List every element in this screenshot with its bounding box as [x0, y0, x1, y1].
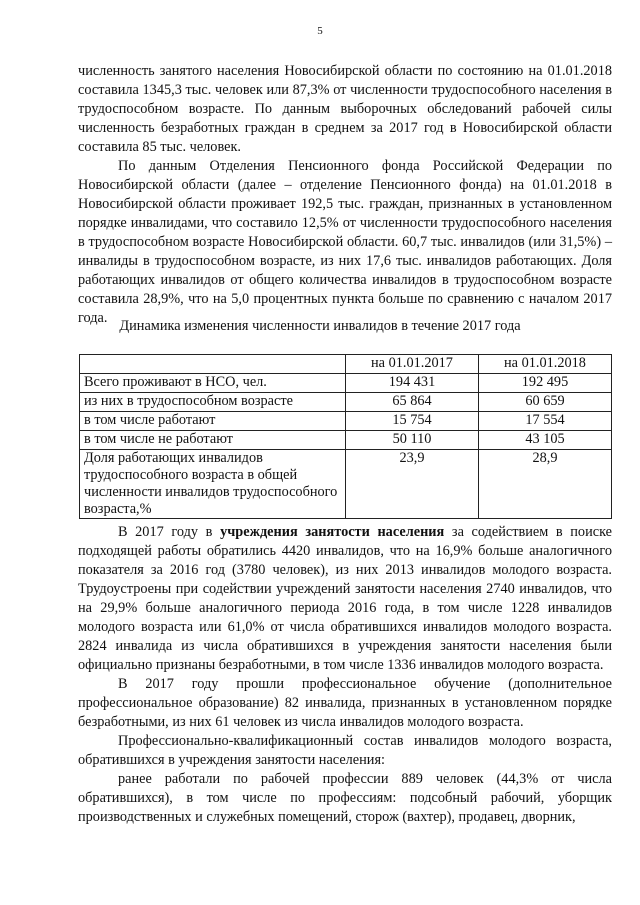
disabled-dynamics-table: [79, 354, 612, 519]
table-cell: 192 495: [479, 374, 612, 393]
table-row: [80, 412, 612, 431]
page-number: 5: [317, 25, 323, 37]
table-cell: 23,9: [346, 450, 479, 519]
table-cell: 15 754: [346, 412, 479, 431]
paragraph-pension-fund: По данным Отделения Пенсионного фонда Российской Федерации по Новосибирской области (далее – отделение Пенсионного фонда) на 01.01.2018 в Новосибирской области проживает 192,5 тыс. граждан, признанных в установленном порядке инвалидами, что составило 12,5% от численности трудоспособного населения в трудоспособном возрасте Новосибирской области. 60,7 тыс. инвалидов (или 31,5%) – инвалиды в трудоспособном возрасте, из них 17,6 тыс. инвалидов работающих. Доля работающих инвалидов от общего количества инвалидов в трудоспособном возрасте составила 28,9%, что на 5,0 процентных пункта больше по сравнению с началом 2017 года.: [78, 158, 612, 326]
paragraph-qualification: Профессионально-квалификационный состав инвалидов молодого возраста, обратившихся в учреждения занятости населения:: [78, 733, 612, 768]
table-row-label: в том числе не работают: [80, 431, 346, 450]
paragraph-rest-text: за содействием в поиске подходящей работы обратились 4420 инвалидов, что на 16,9% больше аналогичного показателя за 2016 год (3780 человек), из них 2013 инвалидов молодого возраста. Трудоустроены при содействии учреждений занятости населения 2740 инвалидов, что на 29,9% больше аналогичного периода 2016 года, в том числе 1228 инвалидов молодого возраста или 61,0% от числа обратившихся инвалидов молодого возраста. 2824 инвалида из числа обратившихся в учреждения занятости населения были официально признаны безработными, в том числе 1336 инвалидов молодого возраста.: [78, 524, 613, 673]
paragraph-previous-work: ранее работали по рабочей профессии 889 человек (44,3% от числа обратившихся), в том числе по профессиям: подсобный рабочий, уборщик производственных и служебных помещений, сторож (вахтер), продавец, дворник,: [78, 771, 612, 825]
paragraph-employment-services: [78, 523, 612, 675]
table-header-cell: [80, 355, 346, 374]
table-title: Динамика изменения численности инвалидов в течение 2017 года: [119, 318, 521, 334]
intro-section: [78, 62, 612, 328]
paragraph-training: В 2017 году прошли профессиональное обучение (дополнительное профессиональное образование) 82 инвалида, признанных в установленном порядке безработными, из них 61 человек из числа инвалидов молодого возраста.: [78, 676, 612, 730]
table-cell: 43 105: [479, 431, 612, 450]
table-row: [80, 393, 612, 412]
paragraph-employment: численность занятого населения Новосибирской области по состоянию на 01.01.2018 составила 1345,3 тыс. человек или 87,3% от численности трудоспособного населения в трудоспособном возрасте. По данным выборочных обследований рабочей силы численность безработных граждан в среднем за 2017 год в Новосибирской области составила 85 тыс. человек.: [78, 63, 612, 155]
table-row-label: в том числе работают: [80, 412, 346, 431]
table-cell: 17 554: [479, 412, 612, 431]
table-cell: 50 110: [346, 431, 479, 450]
table-row: [80, 450, 612, 519]
table-row: [80, 431, 612, 450]
bold-phrase: учреждения занятости населения: [220, 524, 445, 540]
table-row-label: из них в трудоспособном возрасте: [80, 393, 346, 412]
table-row-label: Доля работающих инвалидов трудоспособного возраста в общей численности инвалидов трудоспособного возраста,%: [80, 450, 346, 519]
table-cell: 194 431: [346, 374, 479, 393]
table-header-row: [80, 355, 612, 374]
table-header-cell: на 01.01.2018: [479, 355, 612, 374]
table-cell: 28,9: [479, 450, 612, 519]
table-cell: 65 864: [346, 393, 479, 412]
paragraph-start-text: В 2017 году в: [118, 524, 213, 540]
table-header-cell: на 01.01.2017: [346, 355, 479, 374]
table-cell: 60 659: [479, 393, 612, 412]
table-row: [80, 374, 612, 393]
table-row-label: Всего проживают в НСО, чел.: [80, 374, 346, 393]
employment-services-section: [78, 523, 612, 827]
